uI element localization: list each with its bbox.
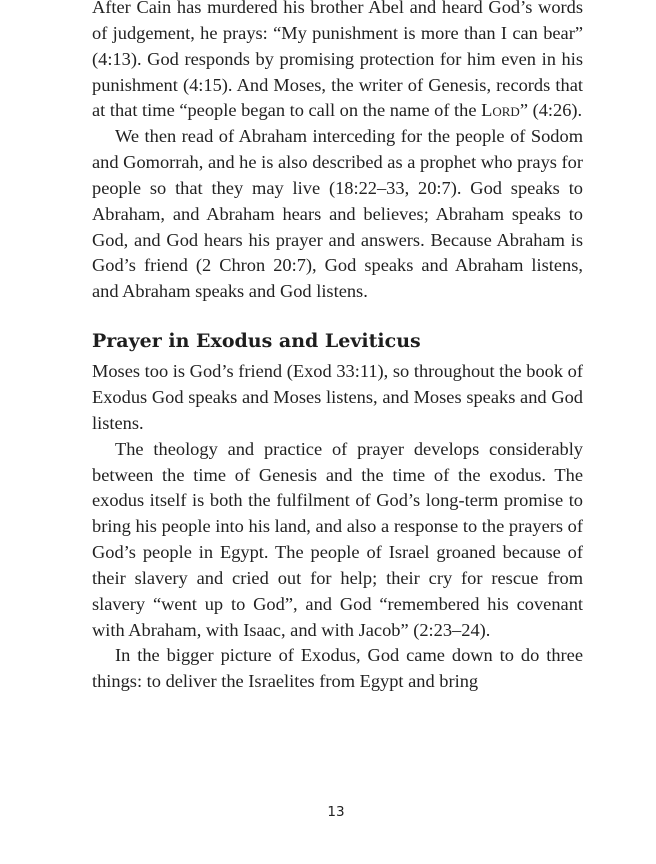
page-number: 13 bbox=[327, 804, 345, 820]
paragraph-theology-develops: The theology and practice of prayer develops considerably between the time of Genesis and the time of the exodus. The exodus itself is both the fulfilment of God’s long-term promise to bring his people into his land, and also a response to the prayers of God’s people in Egypt. The people of Israel groaned because of their slavery and cried out for help; their cry for rescue from slavery “went up to God”, and God “remembered his covenant with Abraham, with Isaac, and with Jacob” (2:23–24). bbox=[92, 438, 583, 640]
paragraph-cain-text-a: After Cain has murdered his brother Abel and heard God’s words of judgement, he prays: “My punishment is more than I can bear” (4:13). God responds by promising protection for him even in his punishment (4:15). And Moses, the writer of Genesis, records that at that time “people began to call on the name of the bbox=[92, 0, 583, 121]
paragraph-moses-friend: Moses too is God’s friend (Exod 33:11), so throughout the book of Exodus God speaks and Moses listens, and Moses speaks and God listens. bbox=[92, 361, 583, 433]
paragraph-abraham-intercession: We then read of Abraham interceding for the people of Sodom and Gomorrah, and he is also described as a prophet who prays for people so that they may live (18:22–33, 20:7). God speaks to Abraham, and Abraham hears and believes; Abraham speaks to God, and God hears his prayer and answers. Because Abraham is God’s friend (2 Chron 20:7), God speaks and Abraham listens, and Abraham speaks and God listens. bbox=[92, 126, 583, 302]
lord-small-caps: Lord bbox=[481, 100, 520, 121]
page-body bbox=[92, 0, 583, 695]
paragraph-cain-prayer bbox=[92, 0, 583, 124]
paragraph-bigger-picture: In the bigger picture of Exodus, God came down to do three things: to deliver the Israelites from Egypt and bring bbox=[92, 645, 583, 692]
section-heading: Prayer in Exodus and Leviticus bbox=[92, 330, 421, 353]
paragraph-cain-text-b: ” (4:26). bbox=[519, 100, 583, 121]
